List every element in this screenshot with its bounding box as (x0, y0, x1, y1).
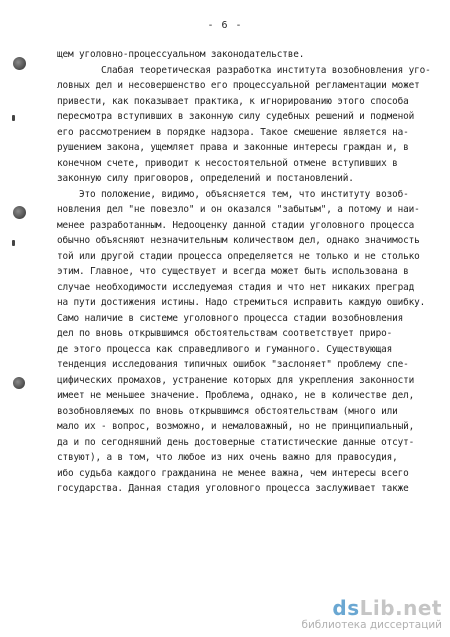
body-text (57, 47, 445, 497)
margin-mark-1 (12, 115, 15, 121)
text-line: Это положение, видимо, объясняется тем, что институту возоб- (57, 188, 409, 200)
text-line: цифических промахов, устранение которых для укрепления законности (57, 374, 415, 386)
text-line: на пути достижения истины. Надо стремиться исправить каждую ошибку. (57, 297, 426, 308)
watermark-subtitle: библиотека диссертаций (301, 619, 442, 631)
text-line: да и по сегодняшний день достоверные статистические данные отсут- (57, 436, 415, 448)
watermark-logo (301, 597, 442, 619)
text-line: ибо судьба каждого гражданина не менее важна, чем интересы всего (57, 467, 409, 479)
text-line: мало их - вопрос, возможно, и немаловажный, но не принципиальный, (57, 421, 415, 432)
text-line: обычно объясняют незначительным количеством дел, однако значимость (57, 235, 420, 246)
text-line: возобновляемых по вновь открывшимся обстоятельствам (много или (57, 405, 398, 417)
text-line: законную силу приговоров, определений и постановлений. (57, 173, 354, 184)
punch-hole-3 (13, 377, 25, 389)
margin-mark-2 (12, 240, 15, 246)
text-line: его рассмотрением в порядке надзора. Такое смешение является на- (57, 126, 409, 138)
text-line: государства. Данная стадия уголовного процесса заслуживает также (57, 483, 409, 494)
text-line: Слабая теоретическая разработка института возобновления уго- (57, 64, 431, 76)
text-line: щем уголовно-процессуальном законодательстве. (57, 49, 305, 60)
watermark (301, 597, 442, 631)
text-line: новления дел "не повезло" и он оказался "забытым", а потому и наи- (57, 204, 420, 215)
text-line: конечном счете, приводит к несостоятельной отмене вступивших в (57, 157, 398, 169)
text-line: ловных дел и несовершенство его процессуальной регламентации может (57, 80, 420, 91)
text-line: дел по вновь открывшимся обстоятельствам соответствует приро- (57, 328, 393, 339)
text-line: ствуют), а в том, что любое из них очень важно для правосудия, (57, 452, 398, 463)
page-number: - 6 - (207, 20, 243, 31)
text-line: пересмотра вступивших в законную силу судебных решений и подменой (57, 111, 415, 122)
text-line: менее разработанным. Недооценку данной стадии уголовного процесса (57, 219, 415, 231)
text-line: рушением закона, ущемляет права и законные интересы граждан и, в (57, 142, 409, 153)
text-line: тенденция исследования типичных ошибок "заслоняет" проблему спе- (57, 359, 409, 370)
text-line: этим. Главное, что существует и всегда может быть использована в (57, 266, 409, 277)
text-line: де этого процесса как справедливого и гуманного. Существующая (57, 343, 393, 355)
text-line: привести, как показывает практика, к игнорированию этого способа (57, 95, 409, 107)
text-line: Само наличие в системе уголовного процесса стадии возобновления (57, 312, 404, 324)
text-line: случае необходимости исследуемая стадия и что нет никаких преград (57, 281, 415, 293)
text-line: той или другой стадии процесса определяется не только и не столько (57, 250, 420, 262)
watermark-logo-lib: Lib.net (359, 596, 442, 620)
punch-hole-1 (13, 57, 26, 70)
watermark-logo-ds: ds (332, 596, 360, 620)
text-line: имеет не меньшее значение. Проблема, однако, не в количестве дел, (57, 390, 415, 401)
punch-hole-2 (13, 206, 26, 219)
